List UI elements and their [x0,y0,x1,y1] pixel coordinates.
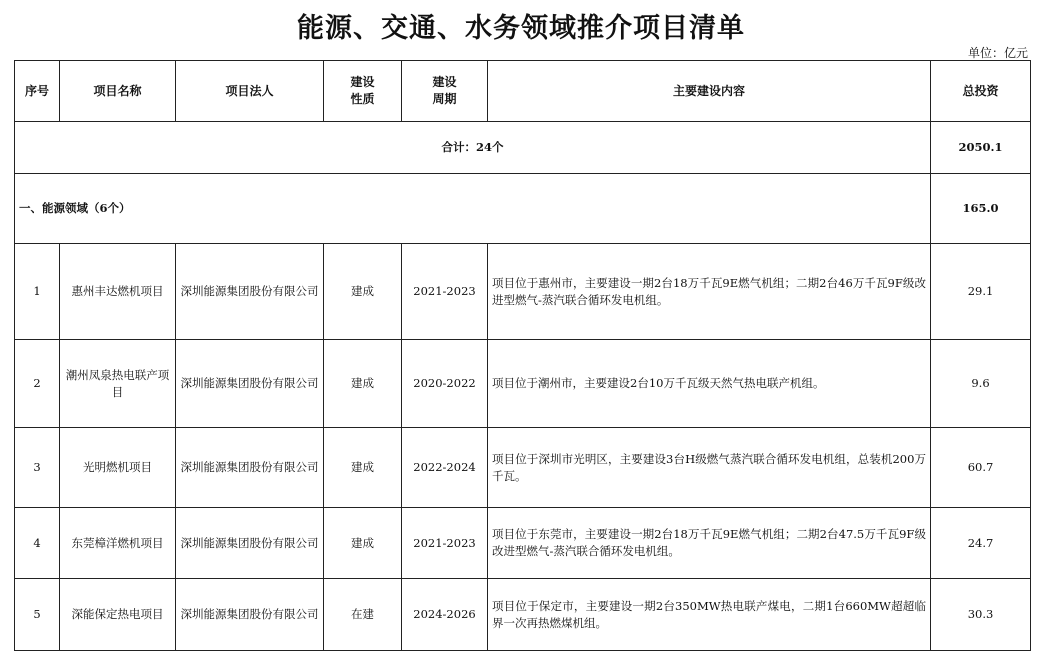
row-no: 1 [15,244,60,340]
row-name: 光明燃机项目 [60,428,176,508]
row-content: 项目位于深圳市光明区，主要建设3台H级燃气蒸汽联合循环发电机组，总装机200万千瓦。 [488,428,931,508]
section-label: 一、能源领域（6个） [15,174,931,244]
header-no: 序号 [15,61,60,122]
row-content: 项目位于东莞市，主要建设一期2台18万千瓦9E燃气机组；二期2台47.5万千瓦9F级改进型燃气-蒸汽联合循环发电机组。 [488,508,931,579]
table-row [15,508,1031,579]
header-period [402,61,488,122]
table-row [15,428,1031,508]
row-period: 2022-2024 [402,428,488,508]
total-row [15,122,1031,174]
row-owner: 深圳能源集团股份有限公司 [176,244,324,340]
table-row [15,340,1031,428]
section-value: 165.0 [931,174,1031,244]
row-nature: 建成 [324,508,402,579]
row-period: 2024-2026 [402,579,488,651]
project-table [14,60,1031,651]
table-row [15,579,1031,651]
row-period: 2020-2022 [402,340,488,428]
header-period-line2: 周期 [432,92,457,106]
header-owner: 项目法人 [176,61,324,122]
header-investment: 总投资 [931,61,1031,122]
row-owner: 深圳能源集团股份有限公司 [176,508,324,579]
row-no: 4 [15,508,60,579]
row-name: 潮州凤泉热电联产项目 [60,340,176,428]
section-row [15,174,1031,244]
row-name: 深能保定热电项目 [60,579,176,651]
row-nature: 建成 [324,340,402,428]
header-nature-line2: 性质 [350,92,375,106]
row-investment: 29.1 [931,244,1031,340]
row-investment: 9.6 [931,340,1031,428]
row-content: 项目位于惠州市，主要建设一期2台18万千瓦9E燃气机组；二期2台46万千瓦9F级改进型燃气-蒸汽联合循环发电机组。 [488,244,931,340]
row-investment: 24.7 [931,508,1031,579]
page-title: 能源、交通、水务领域推介项目清单 [297,13,745,44]
row-name: 东莞樟洋燃机项目 [60,508,176,579]
row-no: 3 [15,428,60,508]
row-nature: 在建 [324,579,402,651]
total-value: 2050.1 [931,122,1031,174]
row-investment: 30.3 [931,579,1031,651]
header-nature-line1: 建设 [350,75,375,89]
row-content: 项目位于潮州市，主要建设2台10万千瓦级天然气热电联产机组。 [488,340,931,428]
row-owner: 深圳能源集团股份有限公司 [176,579,324,651]
row-period: 2021-2023 [402,508,488,579]
row-owner: 深圳能源集团股份有限公司 [176,428,324,508]
row-no: 5 [15,579,60,651]
row-investment: 60.7 [931,428,1031,508]
row-name: 惠州丰达燃机项目 [60,244,176,340]
header-content: 主要建设内容 [488,61,931,122]
header-period-line1: 建设 [432,75,457,89]
row-nature: 建成 [324,244,402,340]
row-nature: 建成 [324,428,402,508]
row-period: 2021-2023 [402,244,488,340]
row-no: 2 [15,340,60,428]
total-label: 合计：24个 [15,122,931,174]
header-name: 项目名称 [60,61,176,122]
unit-label: 单位：亿元 [967,46,1028,60]
header-nature [324,61,402,122]
header-row [15,61,1031,122]
table-row [15,244,1031,340]
row-content: 项目位于保定市，主要建设一期2台350MW热电联产煤电，二期1台660MW超超临界一次再热燃煤机组。 [488,579,931,651]
row-owner: 深圳能源集团股份有限公司 [176,340,324,428]
